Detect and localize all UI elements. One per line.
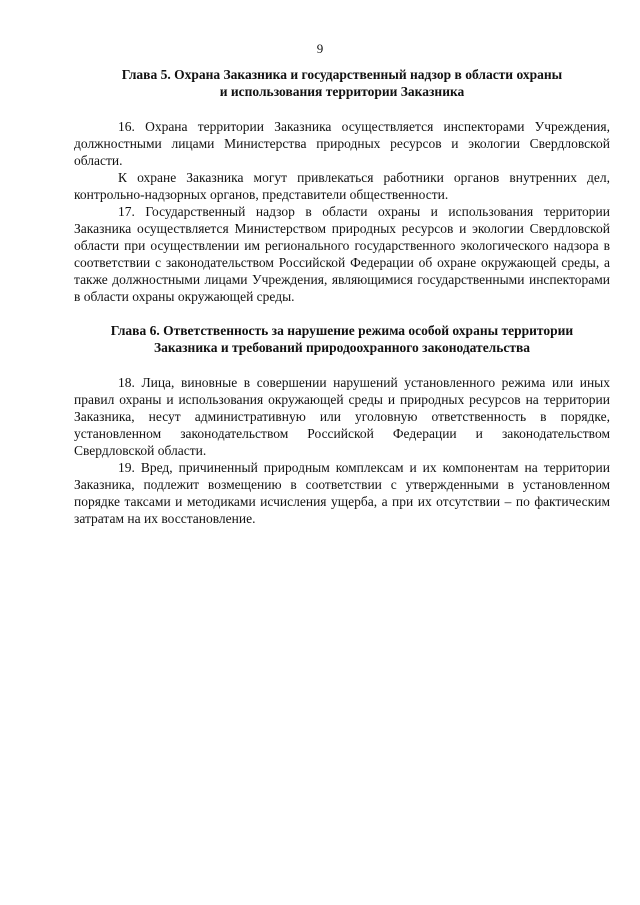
- paragraph-19: 19. Вред, причиненный природным комплексам и их компонентам на территории Заказника, подлежит возмещению в соответствии с утвержденными в установленном порядке таксами и методиками исчисления ущерба, а при их отсутствии – по фактическим затратам на их восстановление.: [74, 460, 610, 526]
- chapter-6-heading: [74, 322, 610, 356]
- page-number: 9: [316, 41, 324, 56]
- paragraph-17: 17. Государственный надзор в области охраны и использования территории Заказника осуществляется Министерством природных ресурсов и экологии Свердловской области при осуществлении им регионального государственного экологического надзора в соответствии с законодательством Российской Федерации об охране окружающей среды, а также должностными лицами Учреждения, являющимися государственными инспекторами в области охраны окружающей среды.: [74, 204, 610, 304]
- chapter-5-heading-line-1: Глава 5. Охрана Заказника и государственный надзор в области охраны: [121, 67, 563, 82]
- document-body: [74, 66, 610, 527]
- chapter-5-heading-line-2: и использования территории Заказника: [219, 84, 465, 99]
- chapter-5-heading: [74, 66, 610, 100]
- chapter-6-heading-line-2: Заказника и требований природоохранного законодательства: [153, 340, 531, 355]
- paragraph-18: 18. Лица, виновные в совершении нарушений установленного режима или иных правил охраны и использования окружающей среды и природных ресурсов на территории Заказника, несут административную или уголовную ответственность в порядке, установленном законодательством Российской Федерации и законодательством Свердловской области.: [74, 375, 610, 458]
- paragraph-16-continued: К охране Заказника могут привлекаться работники органов внутренних дел, контрольно-надзорных органов, представители общественности.: [74, 170, 610, 202]
- chapter-6-heading-line-1: Глава 6. Ответственность за нарушение режима особой охраны территории: [110, 323, 574, 338]
- paragraph-16: 16. Охрана территории Заказника осуществляется инспекторами Учреждения, должностными лицами Министерства природных ресурсов и экологии Свердловской области.: [74, 119, 610, 168]
